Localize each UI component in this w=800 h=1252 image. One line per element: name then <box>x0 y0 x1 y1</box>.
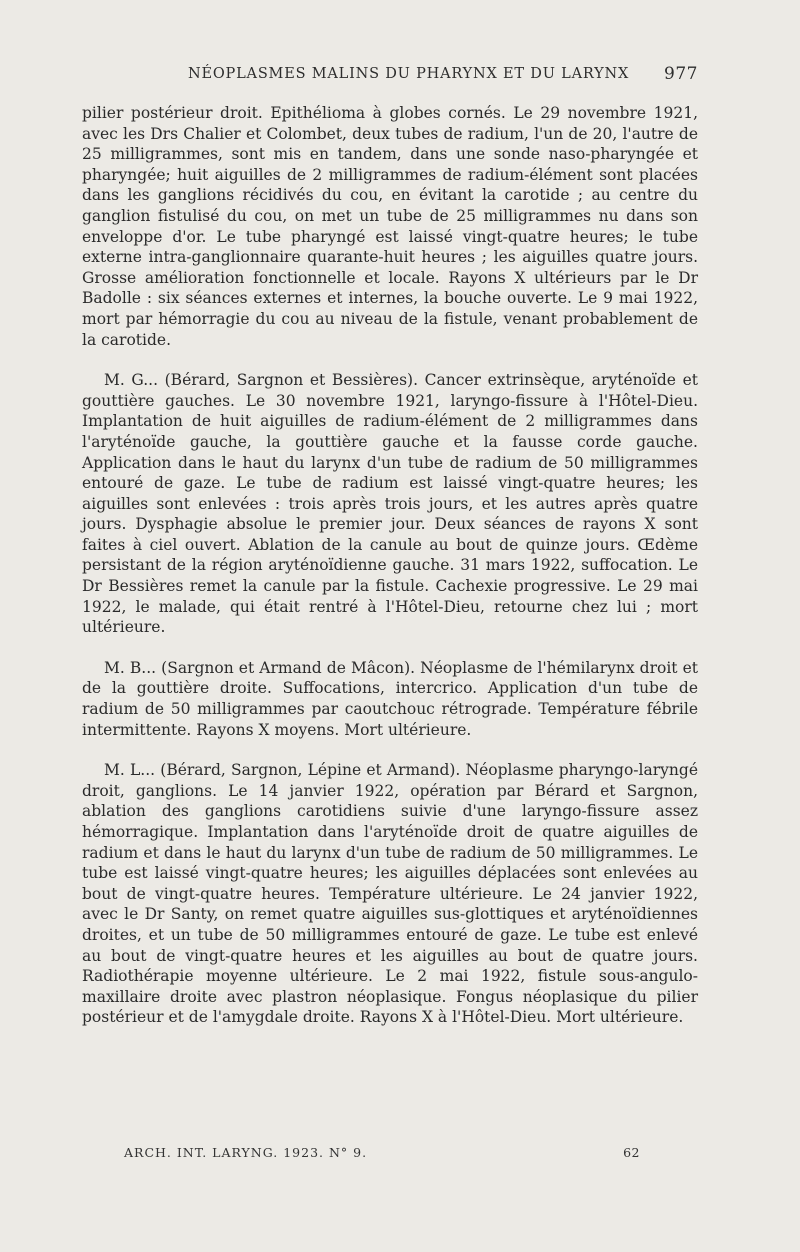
paragraph-case-m-b: M. B... (Sargnon et Armand de Mâcon). Néoplasme de l'hémilarynx droit et de la gouttière droite. Suffocations, intercrico. Application d'un tube de radium de 50 milligrammes par caoutchouc rétrograde. Température fébrile intermittente. Rayons X moyens. Mort ultérieure. <box>82 658 698 739</box>
body-text <box>82 103 698 1028</box>
page-footer <box>124 1145 640 1165</box>
page-number: 977 <box>664 64 698 84</box>
paragraph-case-m-l: M. L... (Bérard, Sargnon, Lépine et Armand). Néoplasme pharyngo-laryngé droit, ganglions. Le 14 janvier 1922, opération par Bérard et Sargnon, ablation des ganglions carotidiens suivie d'une laryngo-fissure assez hémorragique. Implantation dans l'aryténoïde droit de quatre aiguilles de radium et dans le haut du larynx d'un tube de radium de 50 milligrammes. Le tube est laissé vingt-quatre heures; les aiguilles déplacées sont enlevées au bout de vingt-quatre heures. Température ultérieure. Le 24 janvier 1922, avec le Dr Santy, on remet quatre aiguilles sus-glottiques et aryténoïdiennes droites, et un tube de 50 milligrammes entouré de gaze. Le tube est enlevé au bout de vingt-quatre heures et les aiguilles au bout de quatre jours. Radiothérapie moyenne ultérieure. Le 2 mai 1922, fistule sous-angulo-maxillaire droite avec plastron néoplasique. Fongus néoplasique du pilier postérieur et de l'amygdale droite. Rayons X à l'Hôtel-Dieu. Mort ultérieure. <box>82 761 698 1027</box>
running-title: NÉOPLASMES MALINS DU PHARYNX ET DU LARYNX <box>188 66 630 82</box>
journal-reference: ARCH. INT. LARYNG. 1923. N° 9. <box>124 1145 368 1160</box>
paragraph-case-continuation: pilier postérieur droit. Epithélioma à globes cornés. Le 29 novembre 1921, avec les Drs Chalier et Colombet, deux tubes de radium, l'un de 20, l'autre de 25 milligrammes, sont mis en tandem, dans une sonde naso-pharyngée et pharyngée; huit aiguilles de 2 milligrammes de radium-élément sont placées dans les ganglions récidivés du cou, en évitant la carotide ; au centre du ganglion fistulisé du cou, on met un tube de 25 milligrammes nu dans son enveloppe d'or. Le tube pharyngé est laissé vingt-quatre heures; le tube externe intra-ganglionnaire quarante-huit heures ; les aiguilles quatre jours. Grosse amélioration fonctionnelle et locale. Rayons X ultérieurs par le Dr Badolle : six séances externes et internes, la bouche ouverte. Le 9 mai 1922, mort par hémorragie du cou au niveau de la fistule, venant probablement de la carotide. <box>82 104 698 349</box>
page-header <box>82 64 698 88</box>
sheet-number: 62 <box>623 1145 640 1160</box>
paragraph-case-m-g: M. G... (Bérard, Sargnon et Bessières). Cancer extrinsèque, aryténoïde et gouttière gauches. Le 30 novembre 1921, laryngo-fissure à l'Hôtel-Dieu. Implantation de huit aiguilles de radium-élément de 2 milligrammes dans l'aryténoïde gauche, la gouttière gauche et la fausse corde gauche. Application dans le haut du larynx d'un tube de radium de 50 milligrammes entouré de gaze. Le tube de radium est laissé vingt-quatre heures; les aiguilles sont enlevées : trois après trois jours, et les autres après quatre jours. Dysphagie absolue le premier jour. Deux séances de rayons X sont faites à ciel ouvert. Ablation de la canule au bout de quinze jours. Œdème persistant de la région aryténoïdienne gauche. 31 mars 1922, suffocation. Le Dr Bessières remet la canule par la fistule. Cachexie progressive. Le 29 mai 1922, le malade, qui était rentré à l'Hôtel-Dieu, retourne chez lui ; mort ultérieure. <box>82 371 698 637</box>
